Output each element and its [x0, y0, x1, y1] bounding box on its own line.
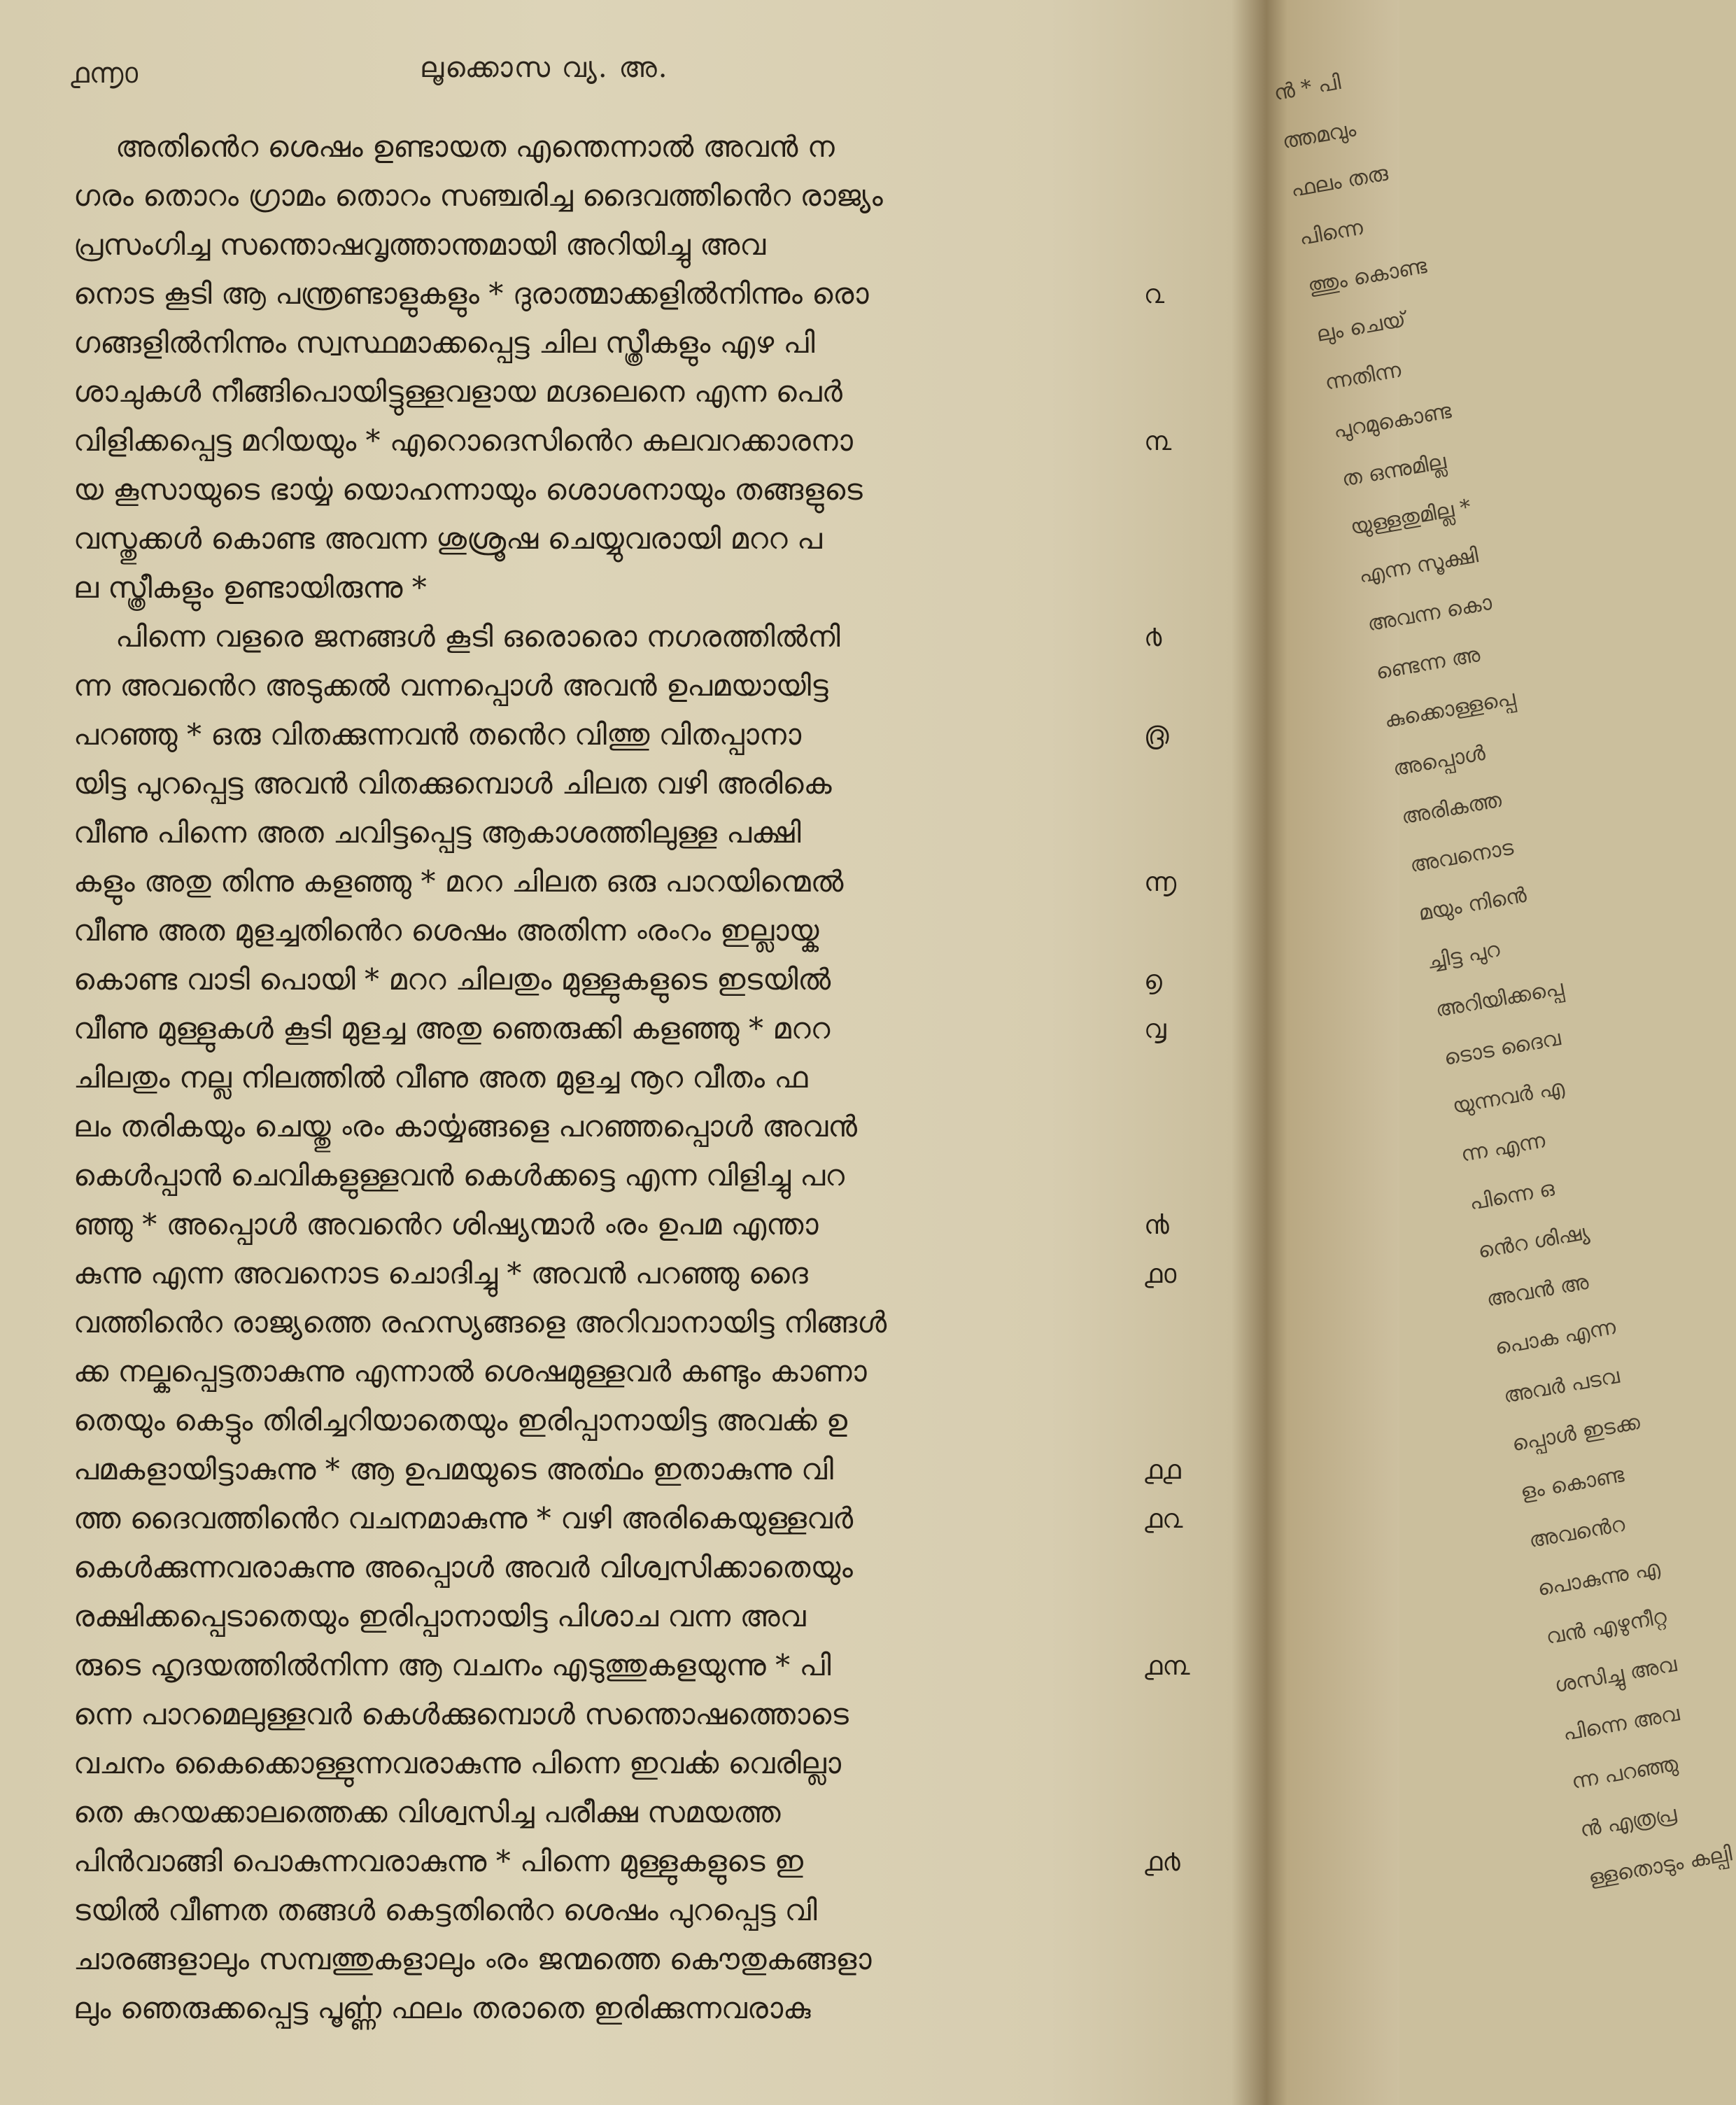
adjacent-page-text: ഫലം തരു: [1289, 161, 1390, 203]
verse-number: ൬: [1144, 866, 1177, 897]
adjacent-page-text: ന്നതിന്ന: [1322, 358, 1403, 395]
text-line: പമകളായിട്ടാകുന്നു * ആ ഉപമയുടെ അൎത്ഥം ഇതാകുന്നു വി: [73, 1452, 833, 1486]
adjacent-page-text: അരികത്ത: [1399, 787, 1504, 830]
verse-number: ൧൩: [1144, 1650, 1190, 1681]
text-line: വസ്തുക്കൾ കൊണ്ട അവന്ന ശുശ്രൂഷ ചെയ്യുവരായി മററ പ: [73, 521, 822, 556]
adjacent-page-text: അറിയിക്കപ്പെ: [1433, 976, 1566, 1023]
text-line: വചനം കൈക്കൊള്ളുന്നവരാകുന്നു പിന്നെ ഇവൎക്ക വെരില്ലാ: [73, 1746, 842, 1780]
text-line: പിന്നെ വളരെ ജനങ്ങൾ കൂടി ഒരൊരൊ നഗരത്തിൽനി: [115, 619, 840, 654]
adjacent-page-text: മയും നിൻെ: [1416, 882, 1529, 927]
adjacent-page-text: പൊകുന്നു എ: [1535, 1556, 1663, 1602]
text-line: ത്ത ദൈവത്തിൻെറ വചനമാകുന്നു * വഴി അരികെയുള്ളവർ: [73, 1501, 854, 1535]
verse-number: ൯: [1144, 1209, 1169, 1240]
text-line: പിൻവാങ്ങി പൊകുന്നവരാകുന്നു * പിന്നെ മുള്ളുകളുടെ ഇ: [73, 1844, 804, 1878]
adjacent-page-text: എന്ന സൂക്ഷി: [1357, 543, 1481, 589]
running-head: ലൂക്കൊസ വ്യ. അ.: [420, 52, 669, 84]
adjacent-page-text: ൻ എത്രപ്ര: [1578, 1801, 1679, 1843]
text-line: വീണു മുള്ളുകൾ കൂടി മുളച്ച അതു ഞെരുക്കി കളഞ്ഞു * മററ: [73, 1011, 831, 1046]
text-line: ശാചുകൾ നീങ്ങിപൊയിട്ടുള്ളവളായ മഗ്ദലെനെ എന്ന പെർ: [73, 374, 842, 409]
verse-number: ൩: [1144, 425, 1172, 456]
text-line: ന്ന അവൻെറ അടുക്കൽ വന്നപ്പൊൾ അവൻ ഉപമയായിട്ട: [73, 668, 828, 703]
verse-number: ൨: [1144, 279, 1165, 309]
text-line: ലം തരികയും ചെയ്തു ൟ കാൎയ്യങ്ങളെ പറഞ്ഞപ്പൊൾ അവൻ: [73, 1109, 857, 1143]
verse-number: ൫: [1144, 719, 1169, 750]
adjacent-page-text: കുക്കൊള്ളപ്പെ: [1382, 686, 1518, 733]
adjacent-page-text: അവന്ന കൊ: [1365, 590, 1494, 637]
text-line: വീണു അത മുളച്ചതിൻെറ ശെഷം അതിന്ന ൟറം ഇല്ലായ്ക: [73, 913, 819, 948]
adjacent-page-text: ളം കൊണ്ട: [1518, 1462, 1626, 1505]
adjacent-page-text: ൻെറ ശിഷ്യ: [1476, 1220, 1591, 1264]
adjacent-page-text: ൻ * പി: [1271, 70, 1343, 106]
adjacent-page-text: അവൻ അ: [1484, 1269, 1590, 1312]
verse-number: ൪: [1144, 621, 1162, 652]
text-line: വീണു പിന്നെ അത ചവിട്ടപ്പെട്ട ആകാശത്തിലുള്ള പക്ഷി: [73, 815, 801, 850]
text-line: തെയും കെട്ടും തിരിച്ചറിയാതെയും ഇരിപ്പാനായിട്ട അവൎക്ക ഉ: [73, 1403, 847, 1437]
adjacent-page-text: ള്ളതൊടും കല്പി: [1586, 1841, 1734, 1891]
text-line: കളും അതു തിന്നു കളഞ്ഞു * മററ ചിലത ഒരു പാറയിന്മെൽ: [73, 864, 844, 899]
text-line: രക്ഷിക്കപ്പെടാതെയും ഇരിപ്പാനായിട്ട പിശാച വന്ന അവ: [73, 1599, 806, 1633]
adjacent-page-text: ലും ചെയ്: [1314, 307, 1408, 347]
page-number: ൧൬൦: [70, 57, 139, 90]
text-line: ചിലതും നല്ല നിലത്തിൽ വീണു അത മുളച്ച നൂറ വീതം ഫ: [73, 1060, 808, 1094]
adjacent-page-text: ത്തമവും: [1280, 117, 1358, 155]
adjacent-page-text: വൻ എഴുനീറ്റ: [1544, 1604, 1669, 1650]
text-line: വത്തിൻെറ രാജ്യത്തെ രഹസ്യങ്ങളെ അറിവാനായിട്ട നിങ്ങൾ: [73, 1305, 887, 1339]
adjacent-page-text: പ്പൊൾ ഇടക്ക: [1510, 1409, 1642, 1457]
verse-number: ൧൪: [1144, 1846, 1180, 1877]
verse-number: ൧൨: [1144, 1503, 1183, 1534]
adjacent-page-text: പിന്നെ ഒ: [1467, 1176, 1557, 1216]
verse-number: ൧൦: [1144, 1258, 1177, 1289]
text-line: വിളിക്കപ്പെട്ട മറിയയും * എറൊദെസിൻെറ കലവറക്കാരനാ: [73, 423, 853, 458]
text-line: രുടെ ഹൃദയത്തിൽനിന്ന ആ വചനം എടുത്തുകളയുന്നു * പി: [73, 1648, 831, 1682]
text-line: കെൾപ്പാൻ ചെവികളുള്ളവൻ കെൾക്കട്ടെ എന്ന വിളിച്ചു പറ: [73, 1158, 845, 1192]
adjacent-page-text: ടൊട ദൈവ: [1442, 1026, 1563, 1071]
verse-number: ൧൧: [1144, 1454, 1181, 1485]
text-line: ടയിൽ വീണത തങ്ങൾ കെട്ടതിൻെറ ശെഷം പുറപ്പെട്ട വി: [73, 1893, 817, 1927]
text-line: ഗരം തൊറം ഗ്രാമം തൊറം സഞ്ചരിച്ച ദൈവത്തിൻെറ രാജ്യം: [73, 178, 883, 213]
body-text: [73, 122, 1141, 2033]
adjacent-page-text: ത്തും കൊണ്ട: [1306, 253, 1429, 299]
text-line: അതിൻെറ ശെഷം ഉണ്ടായത എന്തെന്നാൽ അവൻ ന: [115, 129, 835, 164]
text-line: പറഞ്ഞു * ഒരു വിതക്കുന്നവൻ തൻെറ വിത്തു വിതപ്പാനാ: [73, 717, 802, 752]
text-line: നൊട കൂടി ആ പന്ത്രണ്ടാളുകളും * ദുരാത്മാക്കളിൽനിന്നും രൊ: [73, 276, 869, 311]
adjacent-page-text: പുറമുകൊണ്ട: [1332, 398, 1453, 444]
adjacent-page-text: അവൻെറ: [1527, 1512, 1627, 1554]
adjacent-page-text: അപ്പൊൾ: [1391, 740, 1488, 782]
text-line: കുന്നു എന്ന അവനൊട ചൊദിച്ചു * അവൻ പറഞ്ഞു ദൈ: [73, 1256, 808, 1290]
adjacent-page-text: ച്ചിട്ട പുറ: [1425, 937, 1502, 975]
text-line: യിട്ട പുറപ്പെട്ട അവൻ വിതക്കുമ്പൊൾ ചിലത വഴി അരികെ: [73, 766, 832, 801]
text-line: ക്ക നല്കപ്പെട്ടതാകുന്നു എന്നാൽ ശെഷമുള്ളവർ കണ്ടും കാണാ: [73, 1354, 867, 1388]
adjacent-page-text: ന്ന പറഞ്ഞു: [1569, 1751, 1680, 1794]
adjacent-page-text: അവനൊട: [1408, 835, 1516, 878]
text-line: ചാരങ്ങളാലും സമ്പത്തുകളാലും ൟ ജന്മത്തെ കൌതുകങ്ങളാ: [73, 1942, 872, 1976]
page-header: [0, 49, 1190, 98]
text-line: യ കൂസായുടെ ഭാൎയ്യ യൊഹന്നായും ശൊശനായും തങ്ങളുടെ: [73, 472, 863, 507]
adjacent-page-text: പിന്നെ: [1297, 215, 1365, 251]
text-line: കൊണ്ട വാടി പൊയി * മററ ചിലതും മുള്ളുകളുടെ ഇടയിൽ: [73, 962, 831, 997]
text-line: ഞ്ഞു * അപ്പൊൾ അവൻെറ ശിഷ്യന്മാർ ൟ ഉപമ എന്താ: [73, 1207, 819, 1241]
adjacent-page-fragment: [1270, 45, 1734, 1903]
adjacent-page-text: അവർ പടവ: [1502, 1363, 1622, 1409]
adjacent-page-text: ശസിച്ചു അവ: [1553, 1652, 1679, 1698]
text-line: തെ കുറയക്കാലത്തെക്ക വിശ്വസിച്ച പരീക്ഷ സമയത്ത: [73, 1795, 781, 1829]
text-line: പ്രസംഗിച്ച സന്തൊഷവൃത്താന്തമായി അറിയിച്ചു അവ: [73, 227, 766, 262]
text-line: കെൾക്കുന്നവരാകുന്നു അപ്പൊൾ അവർ വിശ്വസിക്കാതെയും: [73, 1550, 853, 1584]
adjacent-page-text: ന്ന എന്ന: [1459, 1128, 1547, 1167]
text-line: ന്നെ പാറമെലുള്ളവർ കെൾക്കുമ്പൊൾ സന്തൊഷത്തൊടെ: [73, 1697, 849, 1731]
verse-number: ൭: [1144, 964, 1162, 995]
verse-number: ൮: [1144, 1013, 1166, 1044]
text-line: ലും ഞെരുക്കപ്പെട്ട പൂൎണ്ണ ഫലം തരാതെ ഇരിക്കുന്നവരാകു: [73, 1991, 811, 2025]
adjacent-page-text: ണ്ടെന്ന അ: [1374, 642, 1482, 685]
adjacent-page-text: പൊക എന്ന: [1492, 1314, 1618, 1360]
adjacent-page-text: ത ഒന്നുമില്ല: [1340, 449, 1448, 492]
adjacent-page-text: പിന്നെ അവ: [1561, 1701, 1681, 1747]
text-line: ഗങ്ങളിൽനിന്നും സ്വസ്ഥമാക്കപ്പെട്ട ചില സ്ത്രീകളും എഴ പി: [73, 325, 815, 360]
adjacent-page-text: യുന്നവർ എ: [1451, 1075, 1567, 1119]
text-line: ല സ്ത്രീകളും ഉണ്ടായിരുന്നു *: [73, 570, 427, 605]
adjacent-page-text: യുള്ളതുമില്ല *: [1348, 494, 1473, 540]
